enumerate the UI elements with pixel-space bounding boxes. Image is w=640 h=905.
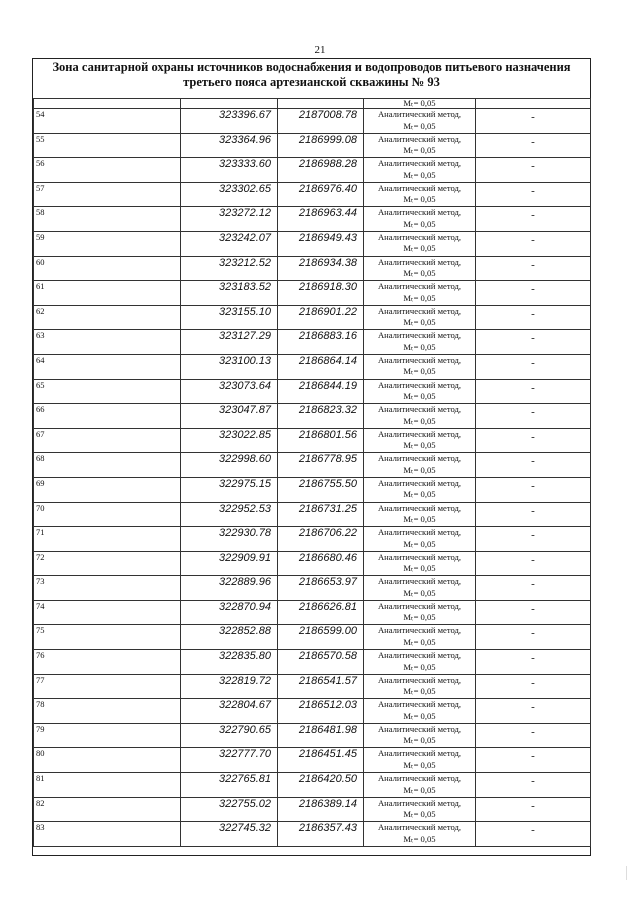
cell-method	[364, 527, 476, 552]
cell-x: 323333.60	[181, 158, 278, 183]
cell-number: 74	[34, 600, 181, 625]
table-row	[34, 428, 591, 453]
cell-dash: -	[476, 158, 591, 183]
cell-dash: -	[476, 379, 591, 404]
cell-number: 83	[34, 822, 181, 847]
cell-y	[278, 99, 364, 109]
method-mt: Mₜ= 0,05	[403, 661, 436, 672]
method-mt: Mₜ= 0,05	[403, 686, 436, 697]
cell-dash: -	[476, 330, 591, 355]
table-row	[34, 650, 591, 675]
cell-dash: -	[476, 576, 591, 601]
cell-y: 2186653.97	[278, 576, 364, 601]
cell-method	[364, 822, 476, 847]
table-row	[34, 797, 591, 822]
table-row	[34, 477, 591, 502]
table-row	[34, 404, 591, 429]
page-number: 21	[314, 44, 326, 56]
cell-number: 66	[34, 404, 181, 429]
method-mt: Mₜ= 0,05	[403, 268, 436, 279]
cell-dash: -	[476, 404, 591, 429]
cell-number	[34, 99, 181, 109]
cell-y: 2186420.50	[278, 773, 364, 798]
cell-x: 322765.81	[181, 773, 278, 798]
cell-x: 323242.07	[181, 231, 278, 256]
cell-dash: -	[476, 109, 591, 134]
cell-number: 56	[34, 158, 181, 183]
cell-number: 57	[34, 182, 181, 207]
table-row	[34, 502, 591, 527]
cell-x: 323022.85	[181, 428, 278, 453]
cell-x: 322835.80	[181, 650, 278, 675]
cell-dash: -	[476, 650, 591, 675]
cell-y: 2186934.38	[278, 256, 364, 281]
cell-y: 2186451.45	[278, 748, 364, 773]
table-row	[34, 354, 591, 379]
cell-x: 323127.29	[181, 330, 278, 355]
cell-y: 2186823.32	[278, 404, 364, 429]
cell-x: 323396.67	[181, 109, 278, 134]
cell-method	[364, 354, 476, 379]
method-label: Аналитический метод,	[377, 699, 462, 710]
method-label: Аналитический метод,	[377, 404, 462, 415]
method-mt: Mₜ= 0,05	[403, 587, 436, 598]
table-row	[34, 625, 591, 650]
cell-number: 68	[34, 453, 181, 478]
method-mt: Mₜ= 0,05	[403, 489, 436, 500]
cell-x: 323155.10	[181, 305, 278, 330]
table-row	[34, 822, 591, 847]
cell-y: 2186976.40	[278, 182, 364, 207]
method-label: Аналитический метод,	[377, 600, 462, 611]
method-label: Аналитический метод,	[377, 453, 462, 464]
table-row	[34, 379, 591, 404]
cell-number: 59	[34, 231, 181, 256]
cell-method	[364, 576, 476, 601]
table-row	[34, 527, 591, 552]
cell-dash: -	[476, 625, 591, 650]
table-row	[34, 723, 591, 748]
cell-x: 323183.52	[181, 281, 278, 306]
table-row	[34, 158, 591, 183]
cell-dash: -	[476, 428, 591, 453]
cell-number: 70	[34, 502, 181, 527]
cell-method	[364, 797, 476, 822]
cell-dash: -	[476, 723, 591, 748]
method-mt: Mₜ= 0,05	[403, 710, 436, 721]
cell-method	[364, 453, 476, 478]
method-mt: Mₜ= 0,05	[403, 145, 436, 156]
cell-dash: -	[476, 502, 591, 527]
cell-method	[364, 158, 476, 183]
method-mt: Mₜ= 0,05	[403, 415, 436, 426]
cell-y: 2186626.81	[278, 600, 364, 625]
table-row	[34, 281, 591, 306]
cell-y: 2186512.03	[278, 699, 364, 724]
cell-number: 80	[34, 748, 181, 773]
cell-method	[364, 502, 476, 527]
cell-x: 322777.70	[181, 748, 278, 773]
cell-method	[364, 305, 476, 330]
method-label: Аналитический метод,	[377, 281, 462, 292]
cell-x: 322889.96	[181, 576, 278, 601]
cell-dash: -	[476, 207, 591, 232]
table-row	[34, 748, 591, 773]
method-mt: Mₜ= 0,05	[403, 464, 436, 475]
cell-number: 65	[34, 379, 181, 404]
cell-number: 64	[34, 354, 181, 379]
title-line-1: Зона санитарной охраны источников водоснабжения и водопроводов питьевого назначения	[52, 60, 571, 74]
method-label: Аналитический метод,	[377, 822, 462, 833]
cell-number: 73	[34, 576, 181, 601]
method-mt: Mₜ= 0,05	[403, 218, 436, 229]
cell-method	[364, 99, 476, 109]
method-label: Аналитический метод,	[377, 527, 462, 538]
table-row	[34, 600, 591, 625]
method-label: Аналитический метод,	[377, 305, 462, 316]
method-mt: Mₜ= 0,05	[403, 366, 436, 377]
cell-dash: -	[476, 527, 591, 552]
cell-number: 63	[34, 330, 181, 355]
cell-method	[364, 330, 476, 355]
cell-dash: -	[476, 674, 591, 699]
cell-number: 76	[34, 650, 181, 675]
cell-x: 323100.13	[181, 354, 278, 379]
cell-x	[181, 99, 278, 109]
method-label: Аналитический метод,	[377, 797, 462, 808]
cell-method	[364, 182, 476, 207]
method-label: Аналитический метод,	[377, 650, 462, 661]
method-label: Аналитический метод,	[377, 379, 462, 390]
cell-x: 323073.64	[181, 379, 278, 404]
cell-dash: -	[476, 822, 591, 847]
cell-y: 2186570.58	[278, 650, 364, 675]
cell-y: 2186844.19	[278, 379, 364, 404]
cell-y: 2186999.08	[278, 133, 364, 158]
method-mt: Mₜ= 0,05	[403, 636, 436, 647]
method-label: Аналитический метод,	[377, 428, 462, 439]
method-mt: Mₜ= 0,05	[403, 538, 436, 549]
method-label: Аналитический метод,	[377, 330, 462, 341]
table-row	[34, 305, 591, 330]
method-label: Аналитический метод,	[377, 109, 462, 119]
cell-y: 2186949.43	[278, 231, 364, 256]
method-mt: Mₜ= 0,05	[403, 784, 436, 795]
cell-dash: -	[476, 773, 591, 798]
table-row	[34, 453, 591, 478]
cell-y: 2186901.22	[278, 305, 364, 330]
method-mt: Mₜ= 0,05	[403, 612, 436, 623]
coordinates-table-body	[34, 99, 591, 847]
cell-dash: -	[476, 748, 591, 773]
method-label: Аналитический метод,	[377, 723, 462, 734]
cell-y: 2186706.22	[278, 527, 364, 552]
cell-y: 2186731.25	[278, 502, 364, 527]
cell-y: 2186755.50	[278, 477, 364, 502]
cell-y: 2186357.43	[278, 822, 364, 847]
method-mt: Mₜ= 0,05	[403, 759, 436, 770]
cell-method	[364, 551, 476, 576]
method-label: Аналитический метод,	[377, 354, 462, 365]
cell-x: 322745.32	[181, 822, 278, 847]
method-mt: Mₜ= 0,05	[403, 735, 436, 746]
cell-method	[364, 404, 476, 429]
method-mt: Mₜ= 0,05	[403, 341, 436, 352]
method-mt: Mₜ= 0,05	[403, 440, 436, 451]
cell-number: 54	[34, 109, 181, 134]
cell-x: 323302.65	[181, 182, 278, 207]
method-label: Аналитический метод,	[377, 502, 462, 513]
cell-x: 323272.12	[181, 207, 278, 232]
cell-y: 2186389.14	[278, 797, 364, 822]
scan-mark	[626, 866, 627, 880]
cell-x: 322909.91	[181, 551, 278, 576]
cell-dash: -	[476, 551, 591, 576]
table-row	[34, 551, 591, 576]
cell-method	[364, 723, 476, 748]
cell-x: 323364.96	[181, 133, 278, 158]
table-row	[34, 256, 591, 281]
cell-x: 322998.60	[181, 453, 278, 478]
cell-dash	[476, 99, 591, 109]
cell-number: 82	[34, 797, 181, 822]
cell-number: 62	[34, 305, 181, 330]
cell-y: 2186918.30	[278, 281, 364, 306]
cell-number: 79	[34, 723, 181, 748]
method-label: Аналитический метод,	[377, 133, 462, 144]
cell-x: 322870.94	[181, 600, 278, 625]
cell-number: 77	[34, 674, 181, 699]
method-mt: Mₜ= 0,05	[403, 833, 436, 844]
table-row	[34, 330, 591, 355]
cell-y: 2186778.95	[278, 453, 364, 478]
cell-y: 2186599.00	[278, 625, 364, 650]
method-mt: Mₜ= 0,05	[403, 243, 436, 254]
cell-dash: -	[476, 281, 591, 306]
cell-method	[364, 699, 476, 724]
cell-x: 322852.88	[181, 625, 278, 650]
title-line-2: третьего пояса артезианской скважины № 93	[183, 75, 440, 89]
table-row	[34, 231, 591, 256]
cell-method	[364, 231, 476, 256]
cell-number: 55	[34, 133, 181, 158]
method-label: Аналитический метод,	[377, 748, 462, 759]
cell-dash: -	[476, 182, 591, 207]
cell-x: 322804.67	[181, 699, 278, 724]
table-row	[34, 773, 591, 798]
cell-x: 322975.15	[181, 477, 278, 502]
table-row	[34, 576, 591, 601]
cell-dash: -	[476, 477, 591, 502]
cell-method	[364, 207, 476, 232]
cell-dash: -	[476, 453, 591, 478]
cell-number: 75	[34, 625, 181, 650]
table-row	[34, 133, 591, 158]
cell-number: 61	[34, 281, 181, 306]
cell-x: 322819.72	[181, 674, 278, 699]
method-label: Аналитический метод,	[377, 207, 462, 218]
table-row	[34, 207, 591, 232]
table-row	[34, 674, 591, 699]
cell-number: 58	[34, 207, 181, 232]
cell-dash: -	[476, 797, 591, 822]
table-row	[34, 182, 591, 207]
cell-x: 323047.87	[181, 404, 278, 429]
cell-method	[364, 600, 476, 625]
method-label: Аналитический метод,	[377, 256, 462, 267]
method-mt: Mₜ= 0,05	[403, 391, 436, 402]
cell-method	[364, 428, 476, 453]
method-mt: Mₜ= 0,05	[403, 169, 436, 180]
cell-y: 2186883.16	[278, 330, 364, 355]
cell-y: 2186963.44	[278, 207, 364, 232]
cell-x: 322755.02	[181, 797, 278, 822]
method-label: Аналитический метод,	[377, 576, 462, 587]
method-label: Аналитический метод,	[377, 477, 462, 488]
table-row-continued	[34, 99, 591, 109]
cell-method	[364, 256, 476, 281]
cell-method	[364, 133, 476, 158]
method-label: Аналитический метод,	[377, 231, 462, 242]
cell-x: 322790.65	[181, 723, 278, 748]
cell-dash: -	[476, 354, 591, 379]
method-mt: Mₜ= 0,05	[403, 120, 436, 131]
cell-y: 2186680.46	[278, 551, 364, 576]
method-mt: Mₜ= 0,05	[403, 98, 436, 108]
cell-method	[364, 748, 476, 773]
cell-method	[364, 281, 476, 306]
cell-method	[364, 674, 476, 699]
method-label: Аналитический метод,	[377, 625, 462, 636]
cell-y: 2186541.57	[278, 674, 364, 699]
cell-dash: -	[476, 699, 591, 724]
cell-number: 78	[34, 699, 181, 724]
cell-number: 67	[34, 428, 181, 453]
method-mt: Mₜ= 0,05	[403, 809, 436, 820]
cell-y: 2186864.14	[278, 354, 364, 379]
cell-number: 81	[34, 773, 181, 798]
cell-y: 2186988.28	[278, 158, 364, 183]
method-label: Аналитический метод,	[377, 158, 462, 169]
method-label: Аналитический метод,	[377, 551, 462, 562]
method-mt: Mₜ= 0,05	[403, 292, 436, 303]
table-row	[34, 109, 591, 134]
cell-method	[364, 109, 476, 134]
cell-method	[364, 625, 476, 650]
cell-y: 2187008.78	[278, 109, 364, 134]
cell-dash: -	[476, 600, 591, 625]
cell-method	[364, 477, 476, 502]
method-label: Аналитический метод,	[377, 674, 462, 685]
cell-number: 60	[34, 256, 181, 281]
method-mt: Mₜ= 0,05	[403, 563, 436, 574]
document-title	[32, 60, 591, 90]
cell-dash: -	[476, 231, 591, 256]
method-mt: Mₜ= 0,05	[403, 514, 436, 524]
cell-y: 2186801.56	[278, 428, 364, 453]
cell-method	[364, 379, 476, 404]
cell-number: 69	[34, 477, 181, 502]
cell-number: 71	[34, 527, 181, 552]
cell-method	[364, 773, 476, 798]
method-mt: Mₜ= 0,05	[403, 317, 436, 328]
coordinates-table	[33, 98, 591, 847]
cell-method	[364, 650, 476, 675]
table-row	[34, 699, 591, 724]
cell-number: 72	[34, 551, 181, 576]
cell-dash: -	[476, 256, 591, 281]
cell-dash: -	[476, 133, 591, 158]
method-label: Аналитический метод,	[377, 182, 462, 193]
cell-dash: -	[476, 305, 591, 330]
cell-x: 323212.52	[181, 256, 278, 281]
cell-x: 322952.53	[181, 502, 278, 527]
method-label: Аналитический метод,	[377, 773, 462, 784]
cell-x: 322930.78	[181, 527, 278, 552]
method-mt: Mₜ= 0,05	[403, 194, 436, 205]
cell-y: 2186481.98	[278, 723, 364, 748]
